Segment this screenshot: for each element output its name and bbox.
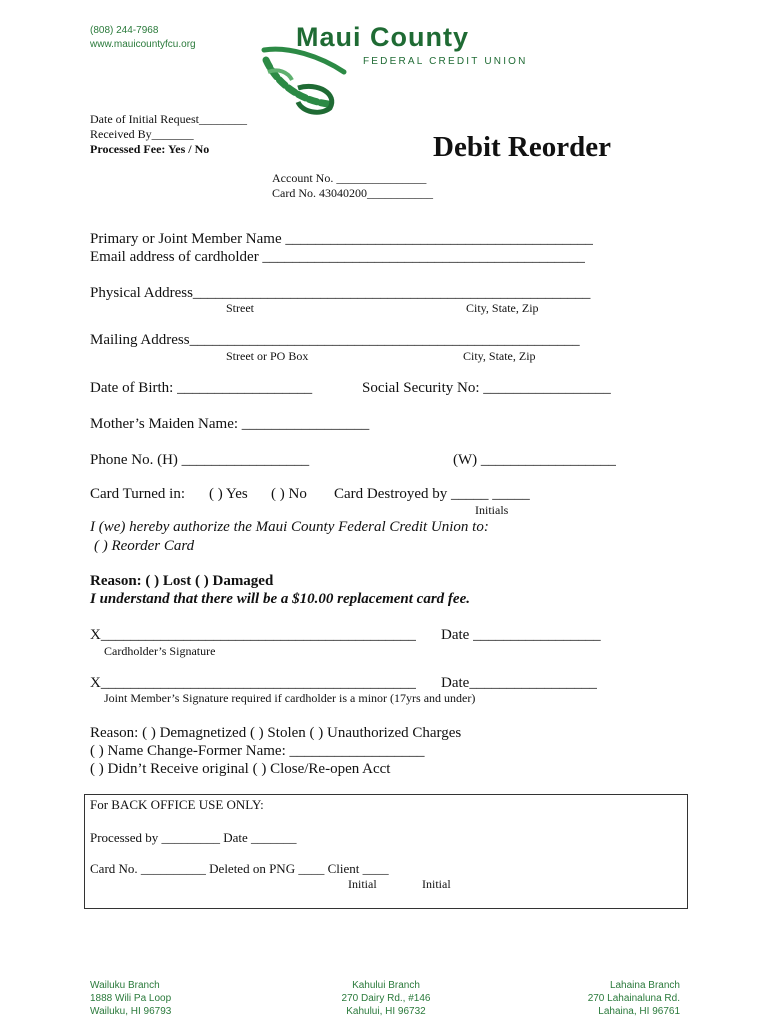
wailuku-city: Wailuku, HI 96793 bbox=[90, 1006, 172, 1017]
footer-lahaina bbox=[560, 979, 680, 1018]
account-block bbox=[272, 171, 433, 201]
mailing-street-caption: Street or PO Box bbox=[226, 349, 309, 363]
footer-kahului bbox=[316, 979, 456, 1018]
wailuku-street: 1888 Wili Pa Loop bbox=[90, 993, 172, 1004]
page-title: Debit Reorder bbox=[433, 131, 611, 163]
reason-options-3: ( ) Didn’t Receive original ( ) Close/Re-open Acct bbox=[90, 761, 391, 777]
reason-options-2: ( ) Name Change-Former Name: __________________ bbox=[90, 743, 425, 759]
email-field: Email address of cardholder ___________________________________________ bbox=[90, 249, 585, 265]
account-number: Account No. _______________ bbox=[272, 171, 427, 185]
lahaina-street: 270 Lahainaluna Rd. bbox=[587, 993, 680, 1004]
reorder-card-option: ( ) Reorder Card bbox=[94, 538, 195, 554]
mailing-city-caption: City, State, Zip bbox=[463, 349, 536, 363]
brand-subtitle: FEDERAL CREDIT UNION bbox=[363, 56, 528, 67]
card-no-option: ( ) No bbox=[271, 486, 307, 502]
joint-signature-caption: Joint Member’s Signature required if cardholder is a minor (17yrs and under) bbox=[104, 691, 476, 705]
processed-by-field: Processed by _________ Date _______ bbox=[90, 830, 297, 845]
kahului-city: Kahului, HI 96732 bbox=[346, 1006, 426, 1017]
card-number: Card No. 43040200___________ bbox=[272, 186, 433, 200]
processed-fee: Processed Fee: Yes / No bbox=[90, 142, 210, 156]
kahului-street: 270 Dairy Rd., #146 bbox=[341, 993, 431, 1004]
kahului-branch-name: Kahului Branch bbox=[352, 980, 420, 991]
maiden-name-field: Mother’s Maiden Name: _________________ bbox=[90, 416, 370, 432]
received-by: Received By_______ bbox=[90, 127, 194, 141]
replacement-fee-notice: I understand that there will be a $10.00 replacement card fee. bbox=[90, 591, 470, 607]
initial-request-date: Date of Initial Request________ bbox=[90, 112, 247, 126]
home-phone-field: Phone No. (H) _________________ bbox=[90, 452, 310, 468]
card-destroyed-field: Card Destroyed by _____ _____ bbox=[334, 486, 530, 502]
member-name-field: Primary or Joint Member Name _________________________________________ bbox=[90, 231, 593, 247]
physical-city-caption: City, State, Zip bbox=[466, 301, 539, 315]
back-office-heading: For BACK OFFICE USE ONLY: bbox=[90, 797, 264, 812]
lahaina-branch-name: Lahaina Branch bbox=[609, 980, 680, 991]
initials-caption: Initials bbox=[475, 503, 509, 517]
website-link[interactable]: www.mauicountyfcu.org bbox=[90, 39, 196, 50]
work-phone-field: (W) __________________ bbox=[453, 452, 616, 468]
logo-icon bbox=[258, 42, 348, 118]
physical-address-field: Physical Address_____________________________________________________ bbox=[90, 285, 591, 301]
initial-caption-2: Initial bbox=[422, 877, 451, 891]
reason-options-1: Reason: ( ) Demagnetized ( ) Stolen ( ) Unauthorized Charges bbox=[90, 725, 462, 741]
lahaina-city: Lahaina, HI 96761 bbox=[598, 1006, 680, 1017]
wailuku-branch-name: Wailuku Branch bbox=[90, 980, 160, 991]
signature-date-2: Date_________________ bbox=[441, 675, 597, 691]
footer-wailuku bbox=[90, 979, 171, 1018]
card-turned-in-label: Card Turned in: bbox=[90, 486, 186, 502]
brand-name: Maui County bbox=[296, 22, 469, 52]
joint-signature-line: X__________________________________________ bbox=[90, 675, 416, 691]
ssn-field: Social Security No: _________________ bbox=[362, 380, 611, 396]
phone-number: (808) 244-7968 bbox=[90, 25, 159, 36]
authorize-statement: I (we) hereby authorize the Maui County Federal Credit Union to: bbox=[90, 519, 489, 535]
reason-lost-damaged: Reason: ( ) Lost ( ) Damaged bbox=[90, 573, 274, 589]
physical-street-caption: Street bbox=[226, 301, 254, 315]
card-yes-option: ( ) Yes bbox=[209, 486, 248, 502]
request-block bbox=[90, 112, 247, 157]
cardholder-signature-caption: Cardholder’s Signature bbox=[104, 644, 216, 658]
dob-field: Date of Birth: __________________ bbox=[90, 380, 313, 396]
initial-caption-1: Initial bbox=[348, 877, 377, 891]
contact-info bbox=[90, 24, 196, 52]
signature-date-1: Date _________________ bbox=[441, 627, 601, 643]
back-office-card-line: Card No. __________ Deleted on PNG ____ Client ____ bbox=[90, 861, 389, 876]
mailing-address-field: Mailing Address____________________________________________________ bbox=[90, 332, 580, 348]
cardholder-signature-line: X__________________________________________ bbox=[90, 627, 416, 643]
